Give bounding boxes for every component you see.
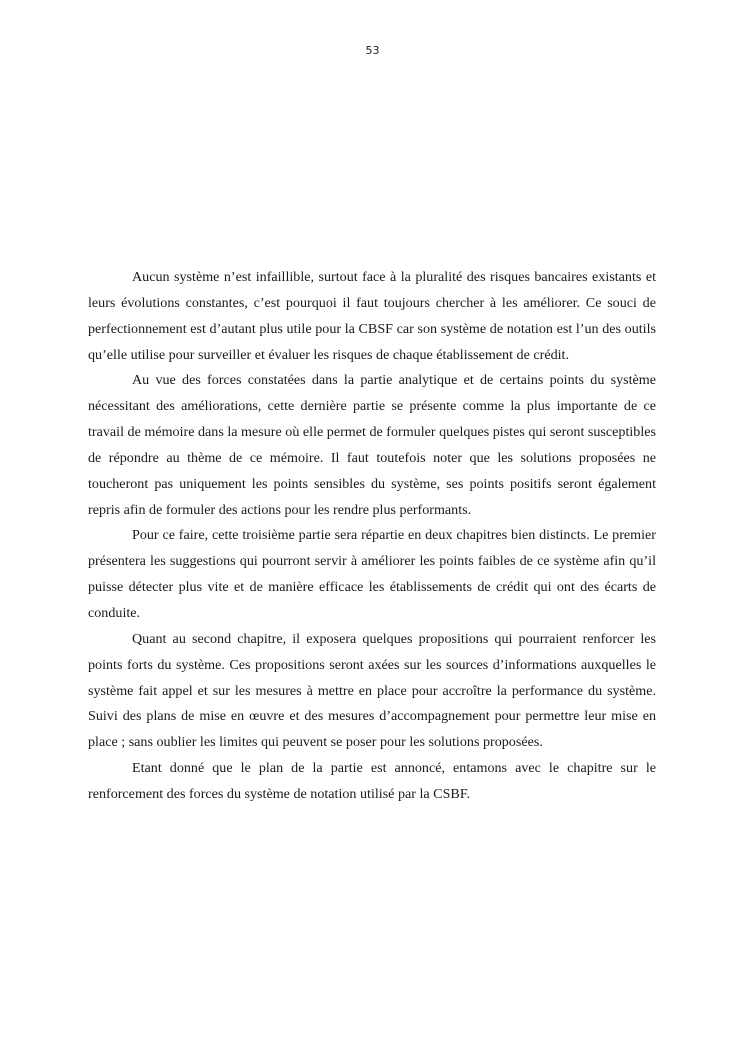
paragraph-context: Au vue des forces constatées dans la partie analytique et de certains points du système nécessitant des améliorations, cette dernière partie se présente comme la plus importante de ce travail de mémoire dans la mesure où elle permet de formuler quelques pistes qui seront susceptibles de répondre au thème de ce mémoire. Il faut toutefois noter que les solutions proposées ne toucheront pas uniquement les points sensibles du système, ses points positifs seront également repris afin de formuler des actions pour les rendre plus performants. — [88, 372, 656, 518]
paragraph-transition: Etant donné que le plan de la partie est annoncé, entamons avec le chapitre sur le renforcement des forces du système de notation utilisé par la CSBF. — [88, 760, 656, 802]
paragraph-structure: Pour ce faire, cette troisième partie sera répartie en deux chapitres bien distincts. Le premier présentera les suggestions qui pourront servir à améliorer les points faibles de ce système afin qu’il puisse détecter plus vite et de manière efficace les établissements de crédit qui ont des écarts de conduite. — [88, 527, 656, 621]
paragraph-intro: Aucun système n’est infaillible, surtout face à la pluralité des risques bancaires existants et leurs évolutions constantes, c’est pourquoi il faut toujours chercher à les améliorer. Ce souci de perfectionnement est d’autant plus utile pour la CBSF car son système de notation est l’un des outils qu’elle utilise pour surveiller et évaluer les risques de chaque établissement de crédit. — [88, 269, 656, 363]
page-number: 53 — [365, 44, 380, 57]
paragraph-second-chapter: Quant au second chapitre, il exposera quelques propositions qui pourraient renforcer les points forts du système. Ces propositions seront axées sur les sources d’informations auxquelles le système fait appel et sur les mesures à mettre en place pour accroître la performance du système. Suivi des plans de mise en œuvre et des mesures d’accompagnement pour permettre leur mise en place ; sans oublier les limites qui peuvent se poser pour les solutions proposées. — [88, 630, 656, 751]
body-text — [88, 265, 656, 808]
